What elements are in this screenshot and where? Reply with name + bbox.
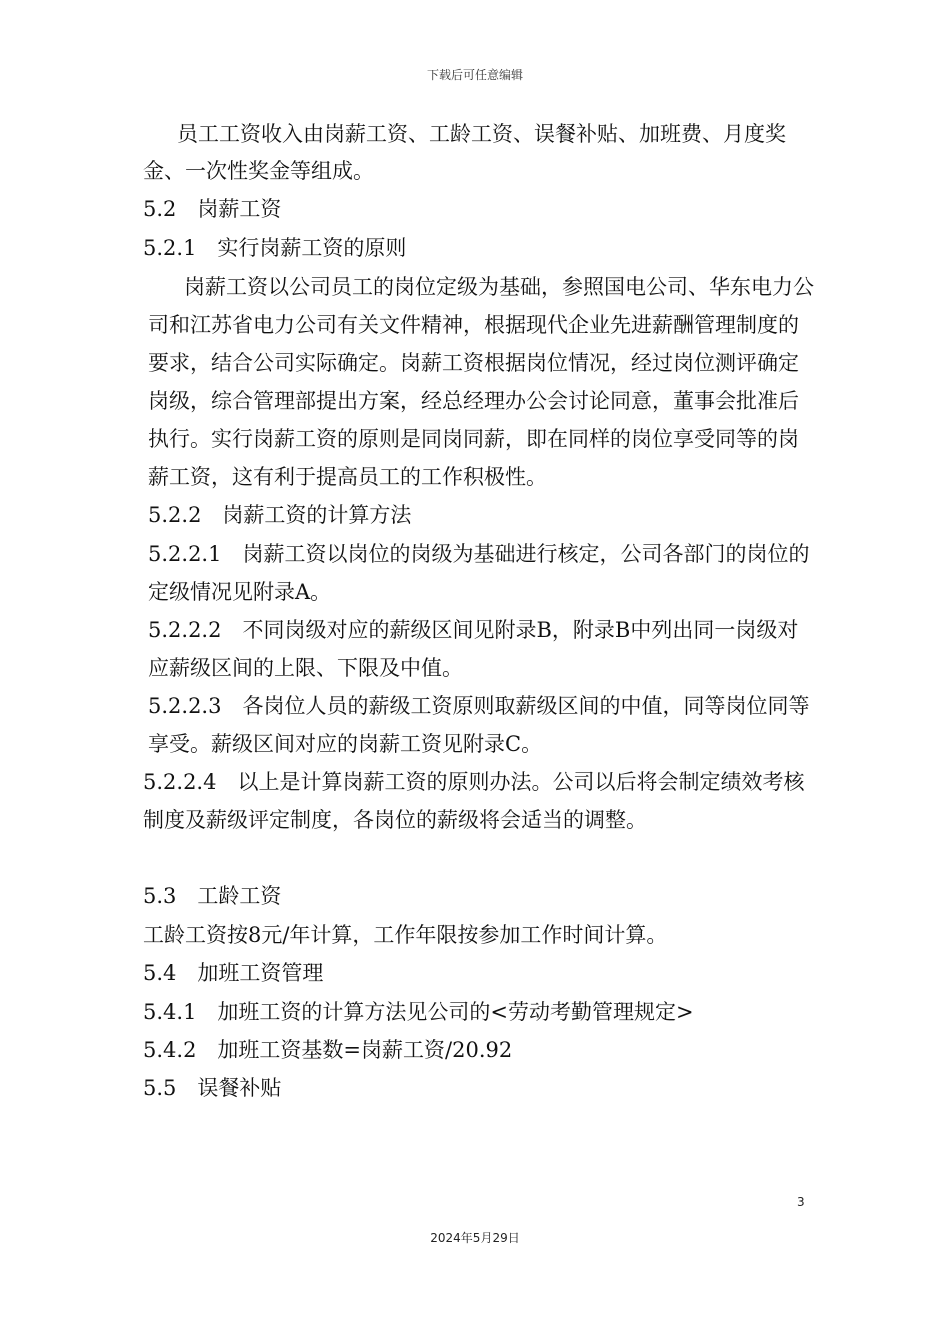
heading-5-4: 5.4 加班工资管理 bbox=[143, 961, 324, 985]
heading-5-2-1: 5.2.1 实行岗薪工资的原则 bbox=[143, 236, 407, 260]
item-5-4-1: 5.4.1 加班工资的计算方法见公司的<劳动考勤管理规定> bbox=[143, 1000, 694, 1024]
heading-5-5: 5.5 误餐补贴 bbox=[143, 1076, 282, 1100]
heading-5-3: 5.3 工龄工资 bbox=[143, 884, 282, 908]
document-body bbox=[143, 116, 815, 1108]
item-5-4-2: 5.4.2 加班工资基数=岗薪工资/20.92 bbox=[143, 1038, 513, 1062]
blank-line bbox=[143, 839, 815, 877]
page-header: 下载后可任意编辑 bbox=[426, 68, 523, 82]
item-5-2-2-4: 5.2.2.4 以上是计算岗薪工资的原则办法。公司以后将会制定绩效考核制度及薪级评定制度，各岗位的薪级将会适当的调整。 bbox=[143, 770, 805, 832]
paragraph-5-2-1: 岗薪工资以公司员工的岗位定级为基础，参照国电公司、华东电力公司和江苏省电力公司有关文件精神，根据现代企业先进薪酬管理制度的要求，结合公司实际确定。岗薪工资根据岗位情况，经过岗位测评确定岗级，综合管理部提出方案，经总经理办公会讨论同意，董事会批准后执行。实行岗薪工资的原则是同岗同薪，即在同样的岗位享受同等的岗薪工资，这有利于提高员工的工作积极性。 bbox=[148, 275, 814, 489]
heading-5-2-2: 5.2.2 岗薪工资的计算方法 bbox=[148, 503, 412, 527]
heading-5-2: 5.2 岗薪工资 bbox=[143, 197, 282, 221]
page-number: 3 bbox=[797, 1195, 805, 1209]
intro-paragraph: 员工工资收入由岗薪工资、工龄工资、误餐补贴、加班费、月度奖金、一次性奖金等组成。 bbox=[143, 122, 786, 183]
page-footer-date: 2024年5月29日 bbox=[430, 1231, 520, 1245]
paragraph-5-3: 工龄工资按8元/年计算，工作年限按参加工作时间计算。 bbox=[143, 923, 668, 947]
item-5-2-2-3: 5.2.2.3 各岗位人员的薪级工资原则取薪级区间的中值，同等岗位同等享受。薪级区间对应的岗薪工资见附录C。 bbox=[148, 694, 810, 756]
item-5-2-2-1: 5.2.2.1 岗薪工资以岗位的岗级为基础进行核定，公司各部门的岗位的定级情况见附录A。 bbox=[148, 542, 810, 604]
item-5-2-2-2: 5.2.2.2 不同岗级对应的薪级区间见附录B，附录B中列出同一岗级对应薪级区间的上限、下限及中值。 bbox=[148, 618, 799, 680]
